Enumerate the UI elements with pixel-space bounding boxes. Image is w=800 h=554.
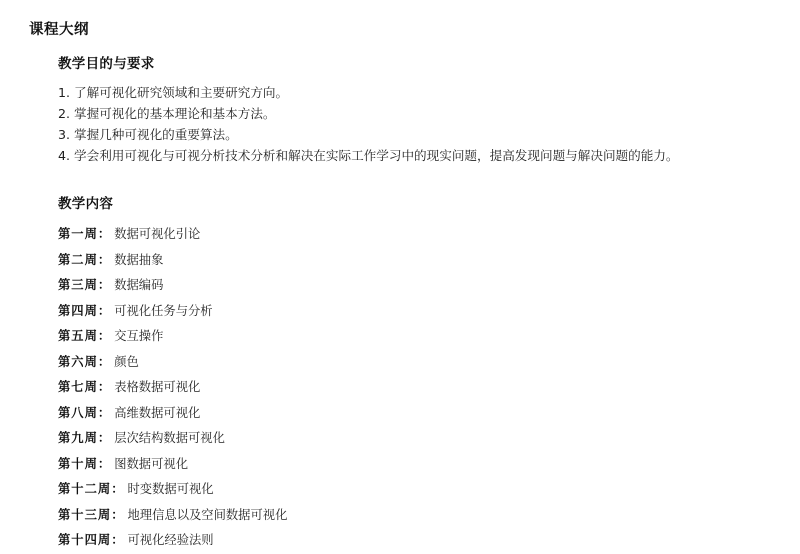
- list-item: [58, 273, 778, 299]
- list-item: [58, 477, 778, 503]
- weekly-contents-list: [58, 222, 778, 554]
- week-label: 第十周：: [58, 456, 112, 471]
- list-item: [58, 350, 778, 376]
- list-item: 1. 了解可视化研究领域和主要研究方向。: [58, 85, 289, 100]
- week-label: 第二周：: [58, 252, 112, 267]
- list-item: [58, 299, 778, 325]
- week-topic: 时变数据可视化: [127, 482, 214, 496]
- week-label: 第一周：: [58, 227, 112, 241]
- week-topic: 表格数据可视化: [114, 380, 201, 394]
- objectives-heading: 教学目的与要求: [58, 56, 155, 72]
- list-item: [58, 375, 778, 401]
- list-item: [58, 528, 778, 554]
- week-label: 第四周：: [58, 303, 112, 318]
- week-label: 第十四周：: [58, 533, 125, 547]
- week-label: 第十三周：: [58, 507, 125, 522]
- week-label: 第八周：: [58, 405, 112, 420]
- week-label: 第七周：: [58, 380, 112, 394]
- week-topic: 数据编码: [114, 278, 164, 292]
- list-item: 4. 学会利用可视化与可视分析技术分析和解决在实际工作学习中的现实问题，提高发现问题与解决问题的能力。: [58, 148, 679, 163]
- list-item: [58, 222, 778, 248]
- objectives-list: [58, 82, 778, 166]
- week-label: 第三周：: [58, 278, 112, 292]
- list-item: 2. 掌握可视化的基本理论和基本方法。: [58, 106, 276, 121]
- week-topic: 交互操作: [114, 329, 164, 343]
- section-spacer: [58, 166, 778, 192]
- week-topic: 层次结构数据可视化: [114, 431, 225, 445]
- list-item: [58, 452, 778, 478]
- contents-heading: 教学内容: [58, 196, 114, 212]
- week-label: 第九周：: [58, 431, 112, 445]
- week-label: 第六周：: [58, 354, 112, 369]
- document-body: [58, 52, 778, 554]
- list-item: [58, 248, 778, 274]
- week-topic: 图数据可视化: [114, 456, 188, 471]
- list-item: [58, 503, 778, 529]
- week-label: 第十二周：: [58, 482, 125, 496]
- week-topic: 可视化经验法则: [127, 533, 214, 547]
- week-topic: 数据抽象: [114, 252, 164, 267]
- list-item: [58, 324, 778, 350]
- list-item: 3. 掌握几种可视化的重要算法。: [58, 127, 238, 142]
- page-title: 课程大纲: [29, 21, 89, 38]
- list-item: [58, 426, 778, 452]
- week-topic: 地理信息以及空间数据可视化: [127, 507, 288, 522]
- list-item: [58, 401, 778, 427]
- week-label: 第五周：: [58, 329, 112, 343]
- week-topic: 颜色: [114, 354, 139, 369]
- week-topic: 数据可视化引论: [114, 227, 201, 241]
- week-topic: 高维数据可视化: [114, 405, 201, 420]
- week-topic: 可视化任务与分析: [114, 303, 213, 318]
